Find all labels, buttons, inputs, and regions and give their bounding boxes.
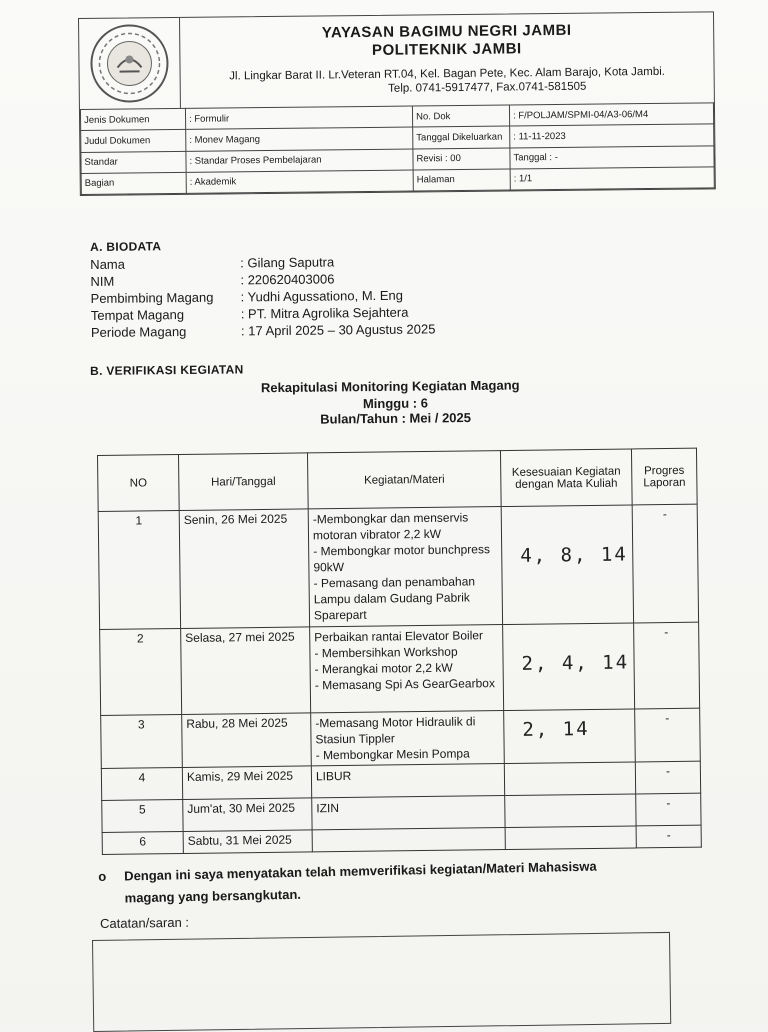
institution-logo-icon	[87, 21, 172, 106]
doc-info-value2: : 11-11-2023	[510, 124, 714, 147]
phone: Telp. 0741-5917477, Fax.0741-581505	[388, 80, 587, 95]
doc-info-value: : Standar Proses Pembelajaran	[186, 149, 413, 173]
activity-table	[97, 448, 702, 855]
doc-info-key: Jenis Dokumen	[80, 108, 185, 130]
doc-info-key: Standar	[81, 151, 186, 173]
table-row	[98, 504, 698, 629]
header-activity: Kegiatan/Materi	[307, 451, 501, 509]
bio-value: : 17 April 2025 – 30 Agustus 2025	[240, 321, 436, 339]
no-cell: 2	[100, 628, 182, 715]
no-cell: 4	[101, 767, 182, 800]
day-cell: Senin, 26 Mei 2025	[179, 509, 309, 629]
kesesuaian-cell	[504, 709, 636, 764]
bio-label: Pembimbing Magang	[90, 289, 214, 306]
kesesuaian-cell	[503, 623, 635, 711]
recap-title: Rekapitulasi Monitoring Kegiatan Magang	[260, 377, 520, 396]
day-cell: Kamis, 29 Mei 2025	[182, 766, 311, 800]
bio-label: NIM	[90, 273, 115, 289]
doc-info-key: Bagian	[81, 172, 186, 194]
bio-label: Nama	[90, 256, 126, 272]
document-header	[78, 11, 716, 196]
table-row	[100, 622, 700, 715]
bullet-icon: o	[98, 868, 107, 884]
handwritten-course-numbers: 2, 4, 14	[521, 651, 630, 675]
activity-cell: IZIN	[312, 796, 505, 830]
verification-title: B. VERIFIKASI KEGIATAN	[90, 362, 244, 378]
doc-info-value2: : 1/1	[510, 167, 714, 190]
no-cell: 5	[102, 799, 183, 832]
notes-box[interactable]	[92, 932, 671, 1032]
month-year-label: Bulan/Tahun : Mei / 2025	[320, 410, 472, 427]
header-day: Hari/Tanggal	[179, 453, 309, 511]
activity-cell	[312, 828, 505, 852]
bio-value: : Gilang Saputra	[240, 254, 335, 271]
handwritten-course-numbers	[509, 771, 631, 772]
statement-line2: magang yang bersangkutan.	[124, 886, 302, 906]
document-info-table	[80, 102, 715, 195]
bio-value: : PT. Mitra Agrolika Sejahtera	[240, 304, 409, 322]
activity-cell: -Memasang Motor Hidraulik di Stasiun Tippler - Membongkar Mesin Pompa	[311, 711, 505, 766]
kesesuaian-cell	[505, 826, 636, 850]
doc-info-key2: No. Dok	[412, 105, 509, 127]
activity-cell: Perbaikan rantai Elevator Boiler - Membersihkan Workshop - Merangkai motor 2,2 kW - Memasang Spi As GearGearbox	[310, 625, 504, 713]
header-kesesuaian: Kesesuaian Kegiatan dengan Mata Kuliah	[500, 449, 632, 507]
bio-label: Periode Magang	[90, 323, 187, 340]
no-cell: 6	[102, 831, 183, 854]
bio-value: : 220620403006	[240, 271, 335, 288]
progress-cell: -	[635, 761, 700, 794]
handwritten-course-numbers: 2, 14	[522, 718, 590, 741]
handwritten-course-numbers: 4, 8, 14	[520, 543, 628, 567]
statement-line1: Dengan ini saya menyatakan telah memverifikasi kegiatan/Materi Mahasiswa	[124, 858, 597, 884]
day-cell: Sabtu, 31 Mei 2025	[183, 830, 312, 854]
progress-cell: -	[635, 708, 701, 762]
progress-cell: -	[636, 793, 701, 826]
doc-info-value2: Tanggal : -	[510, 145, 714, 168]
biodata-title: A. BIODATA	[90, 239, 162, 254]
notes-label: Catatan/saran :	[100, 914, 190, 931]
doc-info-key2: Halaman	[413, 169, 510, 191]
day-cell: Jum'at, 30 Mei 2025	[183, 798, 312, 832]
logo-cell	[79, 18, 181, 109]
doc-info-key2: Tanggal Dikeluarkan	[413, 126, 510, 148]
address: Jl. Lingkar Barat II. Lr.Veteran RT.04, Kel. Bagan Pete, Kec. Alam Barajo, Kota Jambi.	[229, 65, 666, 83]
table-row	[101, 708, 701, 768]
doc-info-key2: Revisi : 00	[413, 147, 510, 169]
org-name: YAYASAN BAGIMU NEGRI JAMBI	[321, 21, 572, 42]
day-cell: Rabu, 28 Mei 2025	[182, 713, 312, 768]
table-header-row	[98, 448, 698, 511]
bio-label: Tempat Magang	[90, 307, 185, 323]
kesesuaian-cell	[505, 794, 636, 828]
no-cell: 1	[98, 511, 180, 630]
institution-name: POLITEKNIK JAMBI	[371, 40, 522, 59]
bio-value: : Yudhi Agussationo, M. Eng	[240, 287, 404, 305]
doc-info-value: : Akademik	[186, 170, 413, 194]
activity-cell: LIBUR	[311, 764, 504, 798]
activity-cell: -Membongkar dan menservis motoran vibrator 2,2 kW - Membongkar motor bunchpress 90kW - Pemasang dan penambahan Lampu dalam Gudang Pabrik Sparepart	[308, 507, 502, 627]
week-label: Minggu : 6	[362, 395, 429, 412]
verification-statement	[98, 854, 659, 910]
handwritten-course-numbers	[510, 834, 632, 835]
progress-cell: -	[634, 622, 700, 709]
handwritten-course-numbers	[509, 802, 631, 803]
doc-info-value2: : F/POLJAM/SPMI-04/A3-06/M4	[509, 103, 713, 126]
kesesuaian-cell	[501, 505, 633, 625]
progress-cell: -	[632, 504, 698, 623]
header-no: NO	[98, 455, 180, 512]
doc-info-value: : Formulir	[185, 106, 412, 130]
kesesuaian-cell	[504, 762, 635, 796]
header-progress: Progres Laporan	[631, 448, 697, 505]
no-cell: 3	[101, 714, 183, 768]
header-text	[180, 12, 714, 108]
progress-cell: -	[636, 825, 701, 848]
biodata-section	[90, 234, 691, 341]
verification-section	[90, 358, 691, 429]
doc-info-value: : Monev Magang	[186, 127, 413, 151]
day-cell: Selasa, 27 mei 2025	[181, 627, 311, 715]
doc-info-key: Judul Dokumen	[81, 130, 186, 152]
